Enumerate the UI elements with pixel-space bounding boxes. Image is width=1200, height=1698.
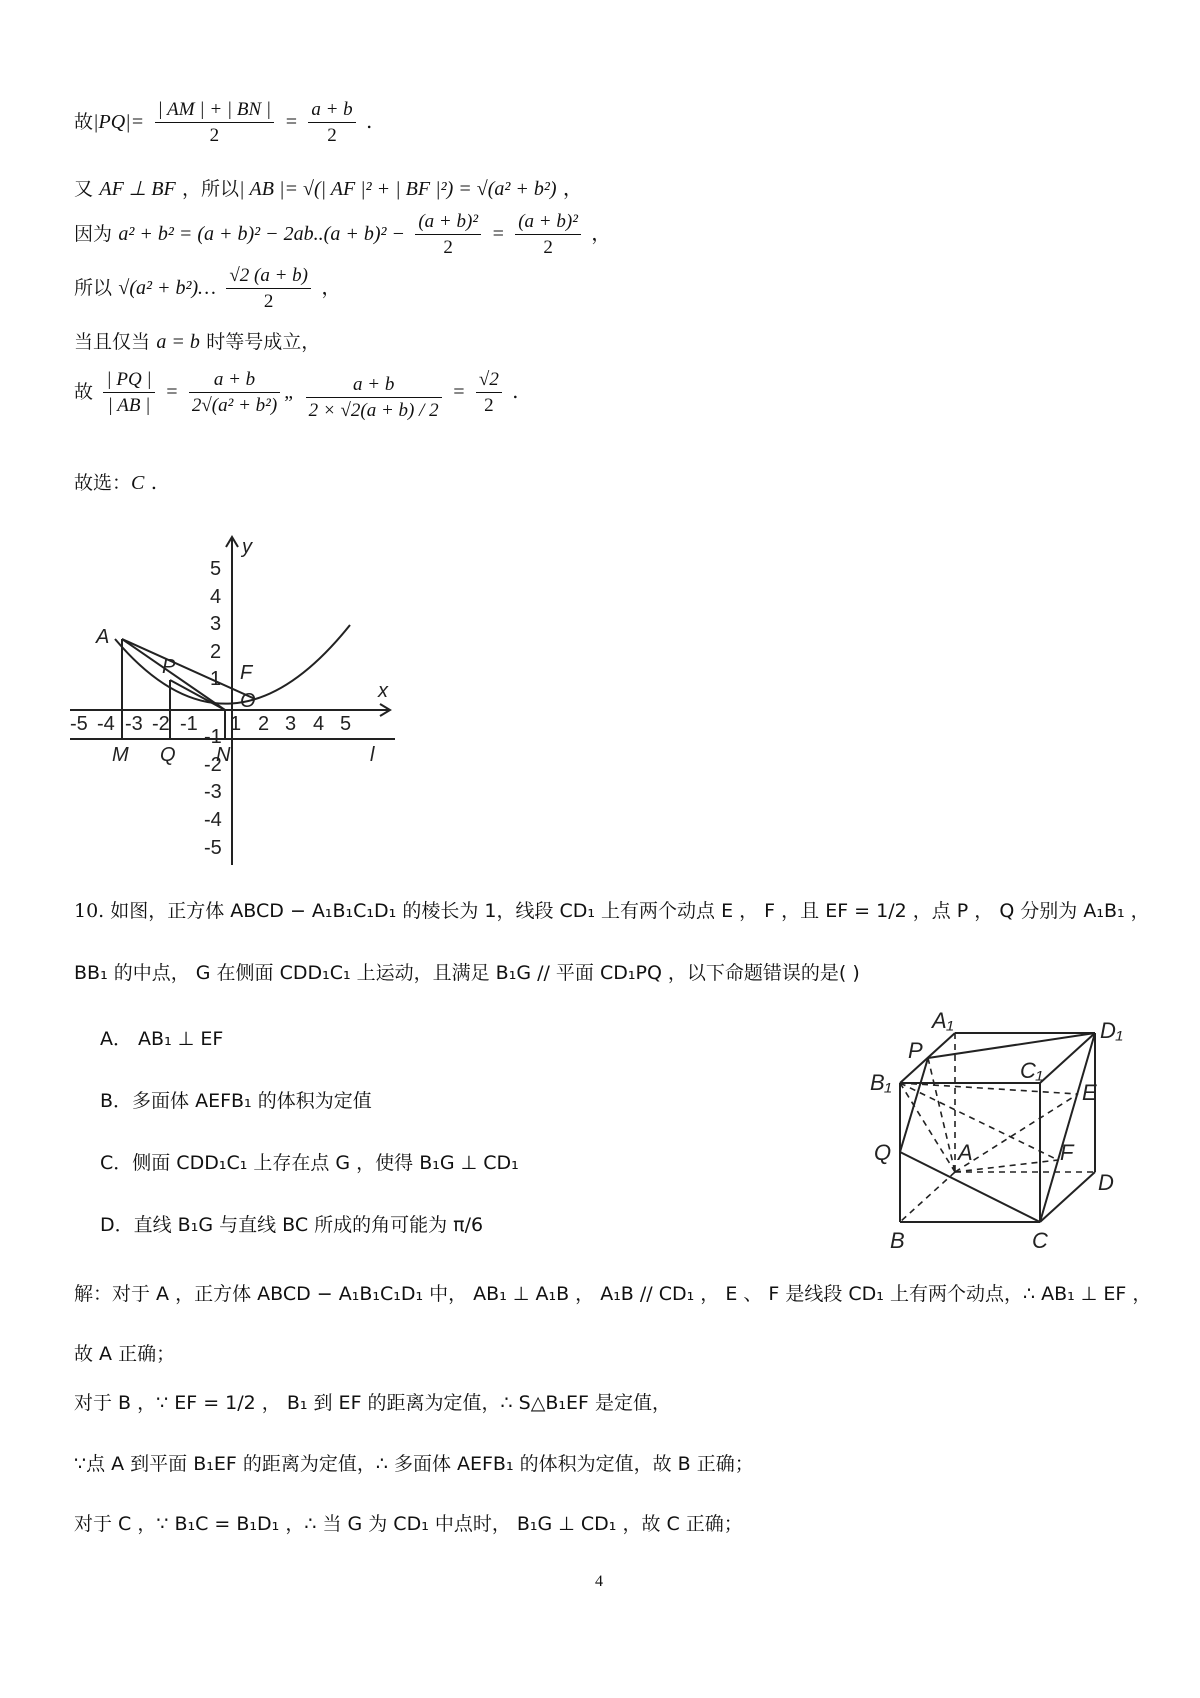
derivation-line-3: 因为 a² + b² = (a + b)² − 2ab..(a + b)² − $\frac{\text{(a + b)²}}{2}$ = $\frac{\text{(a + b)²}}{2}$ ，: [74, 211, 612, 258]
y-tick: -1: [204, 726, 222, 748]
parabola-graph: [70, 535, 410, 865]
cube-label-A1: A₁: [932, 1008, 954, 1033]
y-tick: 4: [210, 586, 222, 608]
y-tick: 3: [210, 613, 222, 635]
problem-stem-line-2: BB₁ 的中点， G 在侧面 CDD₁C₁ 上运动，且满足 B₁G // 平面 CD₁PQ ，以下命题错误的是( ): [74, 962, 860, 984]
point-P: P: [162, 656, 176, 678]
point-M: M: [112, 744, 129, 766]
cube-label-E: E: [1082, 1080, 1097, 1105]
cube-label-C: C: [1032, 1228, 1048, 1253]
cube-label-D: D: [1098, 1170, 1114, 1195]
y-axis-label: y: [242, 536, 252, 558]
cube-label-A: A: [958, 1140, 973, 1165]
option-b: B．多面体 AEFB₁ 的体积为定值: [100, 1090, 372, 1112]
x-tick: 5: [340, 713, 352, 735]
cube-label-P: P: [908, 1038, 923, 1063]
derivation-line-2: 又 AF ⊥ BF ，所以| AB |= √(| AF |² + | BF |²) = √(a² + b²) ，: [74, 176, 583, 200]
cube-label-B1: B₁: [870, 1070, 892, 1095]
point-N: N: [216, 744, 231, 766]
y-tick: -3: [204, 781, 222, 803]
cube-label-C1: C₁: [1020, 1058, 1043, 1083]
option-c: C．侧面 CDD₁C₁ 上存在点 G ，使得 B₁G ⊥ CD₁: [100, 1152, 519, 1174]
l-line-label: l: [370, 744, 375, 766]
x-tick: -3: [125, 713, 143, 735]
option-a: A． AB₁ ⊥ EF: [100, 1028, 224, 1050]
solution-line-5: 对于 C ，∵ B₁C = B₁D₁ ，∴ 当 G 为 CD₁ 中点时， B₁G ⊥ CD₁ ，故 C 正确；: [74, 1513, 743, 1535]
y-tick: 2: [210, 641, 222, 663]
x-tick: -1: [180, 713, 198, 735]
x-tick: 3: [285, 713, 297, 735]
cube-figure: [870, 1000, 1140, 1260]
cube-label-Q: Q: [874, 1140, 892, 1165]
derivation-line-7: 故选：C .: [74, 470, 158, 494]
derivation-line-6: 故 $\frac{| PQ |}{| AB |}$ = $\frac{a + b}{\text{2√(a² + b²)}}$ „ $\frac{a + b}{2 \times √2(a + b) / 2}$ = $\frac{√2}{2}$ .: [74, 369, 519, 421]
solution-line-4: ∵点 A 到平面 B₁EF 的距离为定值，∴ 多面体 AEFB₁ 的体积为定值，故 B 正确；: [74, 1453, 754, 1475]
x-tick: 1: [230, 713, 242, 735]
x-tick: 4: [313, 713, 325, 735]
x-axis-label: x: [378, 680, 388, 702]
point-Q: Q: [160, 744, 176, 766]
point-A: A: [96, 626, 110, 648]
solution-line-1: 解：对于 A ，正方体 ABCD − A₁B₁C₁D₁ 中， AB₁ ⊥ A₁B ， A₁B // CD₁ ， E 、 F 是线段 CD₁ 上有两个动点，∴ AB₁ ⊥ EF ，: [74, 1283, 1152, 1305]
solution-line-2: 故 A 正确；: [74, 1343, 176, 1365]
page-number: 4: [595, 1573, 603, 1590]
point-F: F: [240, 662, 253, 684]
x-tick: 2: [258, 713, 270, 735]
x-tick: -4: [97, 713, 115, 735]
derivation-line-1: 故|PQ|= $\frac{| AM | + | BN |}{2}$ = $\frac{a + b}{2}$ .: [74, 99, 373, 146]
solution-line-3: 对于 B ，∵ EF = 1/2 ， B₁ 到 EF 的距离为定值，∴ S△B₁EF 是定值，: [74, 1392, 671, 1414]
cube-label-B: B: [890, 1228, 905, 1253]
x-tick: -2: [152, 713, 170, 735]
y-tick: 1: [210, 668, 222, 690]
cube-label-D1: D₁: [1100, 1018, 1123, 1043]
problem-stem-line-1: 10. 如图，正方体 ABCD − A₁B₁C₁D₁ 的棱长为 1，线段 CD₁ 上有两个动点 E ， F ，且 EF = 1/2 ，点 P ， Q 分别为 A₁B₁ ，: [74, 900, 1150, 922]
x-tick: -5: [70, 713, 88, 735]
y-tick: -4: [204, 809, 222, 831]
y-tick: 5: [210, 558, 222, 580]
derivation-line-4: 所以 √(a² + b²)… $\frac{√2 (a + b)}{2}$ ，: [74, 265, 342, 312]
point-O: O: [240, 690, 256, 712]
y-tick: -2: [204, 754, 222, 776]
option-d: D．直线 B₁G 与直线 BC 所成的角可能为 π/6: [100, 1214, 484, 1236]
y-tick: -5: [204, 837, 222, 859]
derivation-line-5: 当且仅当 a = b 时等号成立，: [74, 331, 321, 353]
cube-label-F: F: [1060, 1140, 1074, 1165]
